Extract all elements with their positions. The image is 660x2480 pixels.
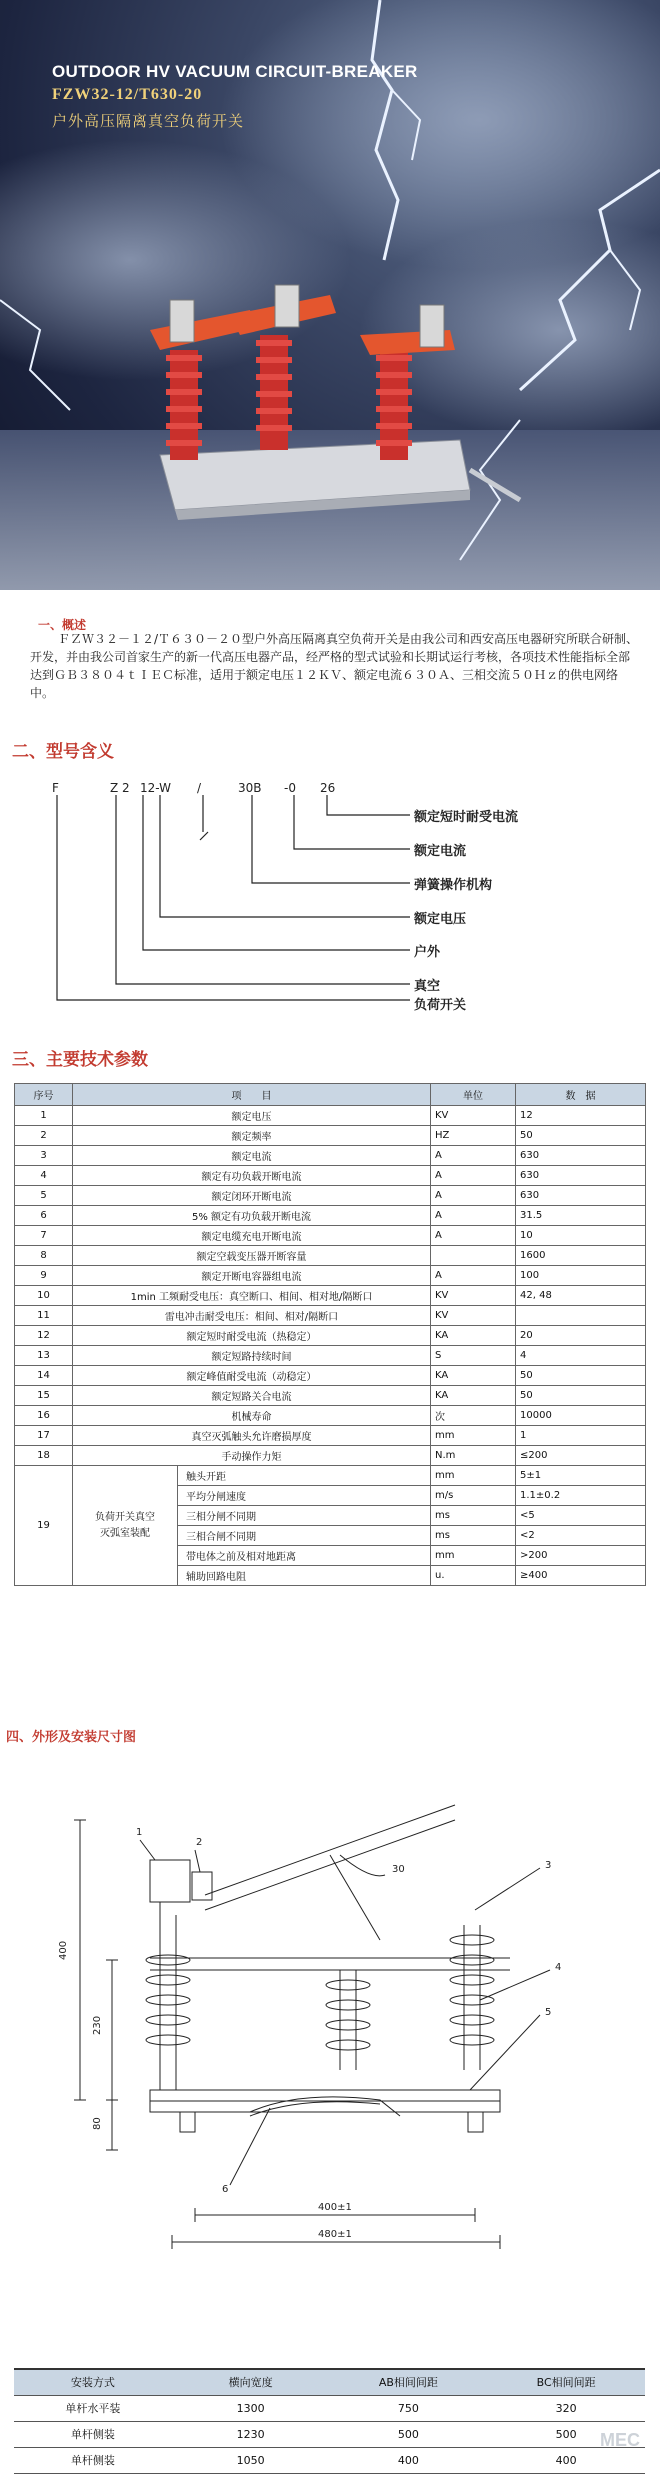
header-item: 项 目 <box>73 1084 431 1106</box>
param-value: 630 <box>516 1166 646 1186</box>
callout-4: 4 <box>555 1962 562 1973</box>
hero-banner <box>0 0 660 590</box>
table-row <box>15 1126 646 1146</box>
callout-6: 6 <box>222 2184 229 2195</box>
param-item: 真空灭弧触头允许磨损厚度 <box>73 1426 431 1446</box>
param-item: 1min 工频耐受电压：真空断口、相间、相对地/隔断口 <box>73 1286 431 1306</box>
param-item: 额定电流 <box>73 1146 431 1166</box>
installation-dimension-table <box>14 2368 645 2474</box>
param-value: <5 <box>516 1506 646 1526</box>
param-item: 额定峰值耐受电流（动稳定） <box>73 1366 431 1386</box>
header-value: 数 据 <box>516 1084 646 1106</box>
meaning-load-switch: 负荷开关 <box>414 998 467 1013</box>
param-item: 额定短路关合电流 <box>73 1386 431 1406</box>
dims-header-bc: BC相间间距 <box>487 2369 645 2395</box>
param-unit: KV <box>431 1286 516 1306</box>
code-part-z: Z <box>110 781 119 795</box>
param-sub-item: 平均分闸速度 <box>178 1486 431 1506</box>
param-group-label-line1: 负荷开关真空 <box>95 1511 155 1523</box>
callout-5: 5 <box>545 2007 552 2018</box>
param-value: 10000 <box>516 1406 646 1426</box>
param-value: 1.1±0.2 <box>516 1486 646 1506</box>
param-unit: HZ <box>431 1126 516 1146</box>
param-unit: A <box>431 1146 516 1166</box>
table-row <box>15 1326 646 1346</box>
table-row <box>15 1206 646 1226</box>
table-row <box>15 1266 646 1286</box>
param-unit: ms <box>431 1506 516 1526</box>
dims-cell-ab: 400 <box>330 2447 488 2473</box>
param-unit: m/s <box>431 1486 516 1506</box>
dim-80: 80 <box>92 2117 103 2130</box>
table-row <box>15 1166 646 1186</box>
param-no: 14 <box>15 1366 73 1386</box>
code-part-2: 2 <box>122 781 130 795</box>
table-row <box>15 1246 646 1266</box>
param-value: ≤200 <box>516 1446 646 1466</box>
param-no: 3 <box>15 1146 73 1166</box>
meaning-rated-voltage: 额定电压 <box>414 912 467 927</box>
dim-angle-30: 30 <box>392 1864 405 1875</box>
dims-cell-bc: 400 <box>487 2447 645 2473</box>
param-item: 额定电压 <box>73 1106 431 1126</box>
hero-model-number: FZW32-12/T630-20 <box>52 86 203 103</box>
model-code-diagram <box>0 780 660 1020</box>
param-value: 42, 48 <box>516 1286 646 1306</box>
param-unit: mm <box>431 1546 516 1566</box>
outline-dimension-drawing <box>0 1760 660 2320</box>
param-no: 8 <box>15 1246 73 1266</box>
dims-cell-bc: 500 <box>487 2421 645 2447</box>
param-no: 13 <box>15 1346 73 1366</box>
table-row <box>15 1366 646 1386</box>
dims-cell-mode: 单杆水平装 <box>14 2395 172 2421</box>
param-item: 额定电缆充电开断电流 <box>73 1226 431 1246</box>
param-unit: A <box>431 1266 516 1286</box>
dims-cell-ab: 750 <box>330 2395 488 2421</box>
code-part-f: F <box>52 781 59 795</box>
code-part-30b: 30B <box>238 781 262 795</box>
param-unit <box>431 1246 516 1266</box>
param-item: 手动操作力矩 <box>73 1446 431 1466</box>
param-no: 17 <box>15 1426 73 1446</box>
model-meaning-heading: 二、型号含义 <box>12 742 114 762</box>
table-row <box>15 1386 646 1406</box>
param-value: 100 <box>516 1266 646 1286</box>
callout-2: 2 <box>196 1837 203 1848</box>
param-value: 630 <box>516 1146 646 1166</box>
dims-cell-mode: 单杆侧装 <box>14 2447 172 2473</box>
param-group-no: 19 <box>15 1466 73 1586</box>
params-header-row <box>15 1084 646 1106</box>
table-row <box>15 1146 646 1166</box>
callout-3: 3 <box>545 1860 552 1871</box>
param-no: 4 <box>15 1166 73 1186</box>
param-unit: u. <box>431 1566 516 1586</box>
dim-span-400: 400±1 <box>318 2202 352 2213</box>
param-value: 630 <box>516 1186 646 1206</box>
meaning-short-time-current: 额定短时耐受电流 <box>414 810 519 825</box>
param-value: 4 <box>516 1346 646 1366</box>
table-row <box>14 2447 645 2473</box>
dims-cell-bc: 320 <box>487 2395 645 2421</box>
table-row <box>15 1226 646 1246</box>
param-no: 6 <box>15 1206 73 1226</box>
param-sub-item: 触头开距 <box>178 1466 431 1486</box>
param-no: 12 <box>15 1326 73 1346</box>
param-item: 额定有功负载开断电流 <box>73 1166 431 1186</box>
param-no: 11 <box>15 1306 73 1326</box>
dims-cell-width: 1230 <box>172 2421 330 2447</box>
param-unit: 次 <box>431 1406 516 1426</box>
header-no: 序号 <box>15 1084 73 1106</box>
param-item: 额定短路持续时间 <box>73 1346 431 1366</box>
param-group-label <box>73 1466 178 1586</box>
param-unit: A <box>431 1226 516 1246</box>
dims-cell-width: 1300 <box>172 2395 330 2421</box>
dim-span-480: 480±1 <box>318 2229 352 2240</box>
param-unit: A <box>431 1186 516 1206</box>
param-sub-item: 三相合闸不同期 <box>178 1526 431 1546</box>
overview-text <box>30 630 640 702</box>
code-part-12w: 12-W <box>140 781 171 795</box>
table-row <box>15 1466 646 1486</box>
dims-header-mode: 安装方式 <box>14 2369 172 2395</box>
header-unit: 单位 <box>431 1084 516 1106</box>
dims-header-width: 横向宽度 <box>172 2369 330 2395</box>
param-value: 12 <box>516 1106 646 1126</box>
param-unit: KV <box>431 1106 516 1126</box>
param-item: 额定空载变压器开断容量 <box>73 1246 431 1266</box>
table-row <box>15 1426 646 1446</box>
param-value: <2 <box>516 1526 646 1546</box>
param-value: 50 <box>516 1386 646 1406</box>
hero-title-en: OUTDOOR HV VACUUM CIRCUIT-BREAKER <box>52 62 418 81</box>
dims-cell-mode: 单杆侧装 <box>14 2421 172 2447</box>
callout-1: 1 <box>136 1827 143 1838</box>
dims-cell-width: 1050 <box>172 2447 330 2473</box>
param-unit: ms <box>431 1526 516 1546</box>
params-heading: 三、主要技术参数 <box>12 1050 148 1070</box>
param-unit: KA <box>431 1326 516 1346</box>
param-no: 16 <box>15 1406 73 1426</box>
param-item: 额定频率 <box>73 1126 431 1146</box>
param-no: 7 <box>15 1226 73 1246</box>
dims-cell-ab: 500 <box>330 2421 488 2447</box>
param-item: 机械寿命 <box>73 1406 431 1426</box>
param-no: 5 <box>15 1186 73 1206</box>
param-no: 10 <box>15 1286 73 1306</box>
param-value: 5±1 <box>516 1466 646 1486</box>
param-unit: S <box>431 1346 516 1366</box>
table-row <box>15 1346 646 1366</box>
code-part-slash: / <box>197 781 202 795</box>
hero-title-cn: 户外高压隔离真空负荷开关 <box>52 112 245 130</box>
param-sub-item: 辅助回路电阻 <box>178 1566 431 1586</box>
param-unit: A <box>431 1166 516 1186</box>
param-unit: KV <box>431 1306 516 1326</box>
param-value: 31.5 <box>516 1206 646 1226</box>
table-row <box>15 1286 646 1306</box>
param-no: 1 <box>15 1106 73 1126</box>
table-row <box>15 1406 646 1426</box>
param-unit: N.m <box>431 1446 516 1466</box>
param-unit: A <box>431 1206 516 1226</box>
param-item: 5% 额定有功负载开断电流 <box>73 1206 431 1226</box>
param-group-label-line2: 灭弧室装配 <box>100 1527 150 1539</box>
watermark-logo: MEC <box>600 2430 640 2450</box>
overview-paragraph: ＦＺＷ３２－１２/Ｔ６３０－２０型户外高压隔离真空负荷开关是由我公司和西安高压电器研究所联合研制、开发，并由我公司首家生产的新一代高压电器产品，经严格的型式试验和长期试运行考核，各项技术性能指标全部达到ＧＢ３８０４ｔＩＥＣ标准，适用于额定电压１２ＫＶ、额定电流６３０Ａ、三相交流５０Ｈｚ的供电网络中。 <box>30 632 639 700</box>
meaning-vacuum: 真空 <box>414 979 441 994</box>
param-value: ≥400 <box>516 1566 646 1586</box>
table-row <box>15 1106 646 1126</box>
table-row <box>14 2421 645 2447</box>
dim-400-vertical: 400 <box>58 1940 69 1960</box>
param-item: 雷电冲击耐受电压：相间、相对/隔断口 <box>73 1306 431 1326</box>
param-no: 2 <box>15 1126 73 1146</box>
table-row <box>15 1186 646 1206</box>
param-value: 20 <box>516 1326 646 1346</box>
code-part-0: -0 <box>284 781 296 795</box>
dims-header-row <box>14 2369 645 2395</box>
param-unit: KA <box>431 1366 516 1386</box>
params-body <box>15 1106 646 1586</box>
param-unit: mm <box>431 1426 516 1446</box>
param-no: 18 <box>15 1446 73 1466</box>
param-unit: mm <box>431 1466 516 1486</box>
param-value <box>516 1306 646 1326</box>
overview-heading: 一、概述 <box>38 618 87 632</box>
param-value: >200 <box>516 1546 646 1566</box>
param-value: 50 <box>516 1126 646 1146</box>
param-item: 额定闭环开断电流 <box>73 1186 431 1206</box>
param-value: 1600 <box>516 1246 646 1266</box>
param-value: 50 <box>516 1366 646 1386</box>
param-value: 10 <box>516 1226 646 1246</box>
param-value: 1 <box>516 1426 646 1446</box>
param-sub-item: 带电体之前及相对地距离 <box>178 1546 431 1566</box>
meaning-spring-mechanism: 弹簧操作机构 <box>414 878 493 893</box>
dim-230: 230 <box>92 2015 103 2035</box>
meaning-outdoor: 户外 <box>414 945 441 960</box>
drawing-heading: 四、外形及安装尺寸图 <box>6 1730 137 1745</box>
param-no: 9 <box>15 1266 73 1286</box>
param-no: 15 <box>15 1386 73 1406</box>
param-sub-item: 三相分闸不同期 <box>178 1506 431 1526</box>
params-table <box>14 1083 646 1586</box>
table-row <box>14 2395 645 2421</box>
table-row <box>15 1446 646 1466</box>
dims-header-ab: AB相间间距 <box>330 2369 488 2395</box>
meaning-rated-current: 额定电流 <box>414 844 467 859</box>
param-item: 额定开断电容器组电流 <box>73 1266 431 1286</box>
table-row <box>15 1306 646 1326</box>
param-item: 额定短时耐受电流（热稳定） <box>73 1326 431 1346</box>
code-part-26: 26 <box>320 781 336 795</box>
param-unit: KA <box>431 1386 516 1406</box>
